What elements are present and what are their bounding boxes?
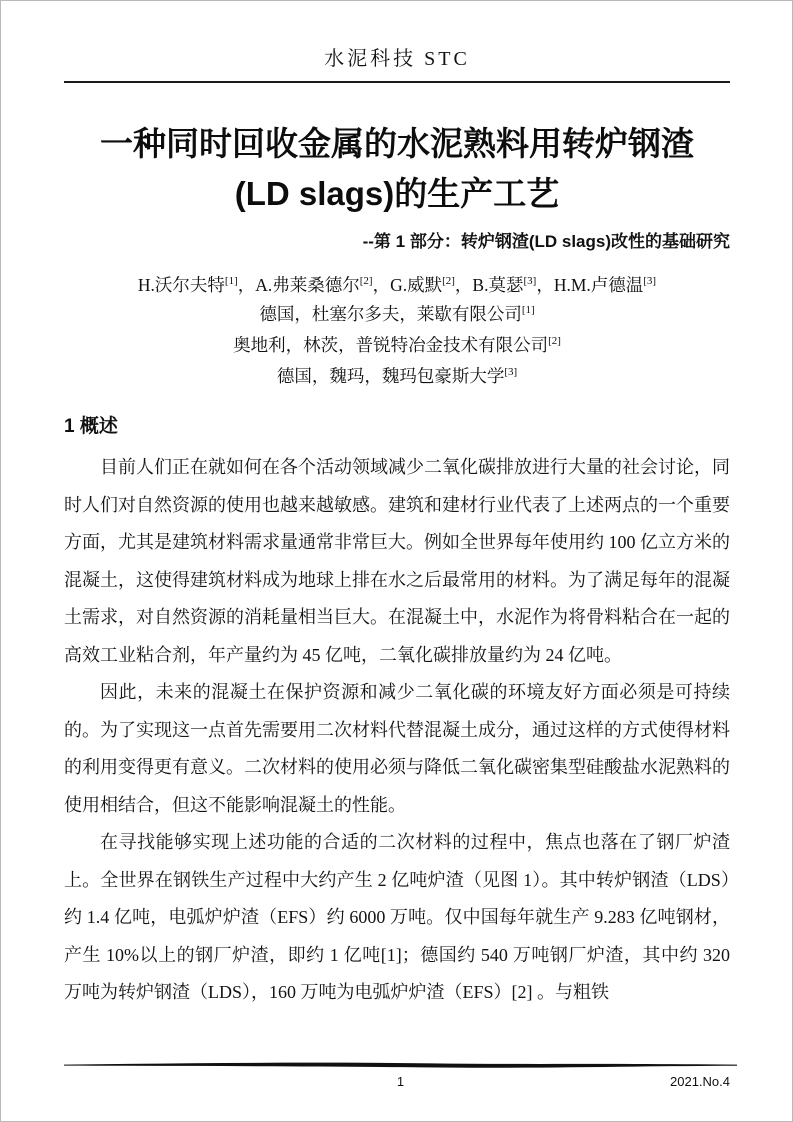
affiliation-list — [64, 299, 730, 392]
author-ref: [2] — [442, 275, 455, 288]
affiliation-text: 奥地利，林茨，普锐特冶金技术有限公司 — [233, 335, 549, 355]
affiliation-ref: [3] — [504, 366, 518, 379]
author-ref: [1] — [224, 275, 238, 288]
author-separator: ， — [372, 275, 391, 295]
author-ref: [3] — [643, 275, 657, 288]
section-heading: 1 概述 — [64, 416, 118, 437]
author-separator: ， — [536, 275, 554, 295]
document-title-line1: 一种同时回收金属的水泥熟料用转炉钢渣 — [100, 125, 694, 162]
author-separator: ， — [237, 275, 256, 295]
body-paragraph: 因此，未来的混凝土在保护资源和减少二氧化碳的环境友好方面必须是可持续的。为了实现这一点首先需要用二次材料代替混凝土成分，通过这样的方式使得材料的利用变得更有意义。二次材料的使用必须与降低二氧化碳密集型硅酸盐水泥熟料的使用相结合，但这不能影响混凝土的性能。 — [64, 682, 730, 815]
body-paragraph: 在寻找能够实现上述功能的合适的二次材料的过程中，焦点也落在了钢厂炉渣上。全世界在钢铁生产过程中大约产生 2 亿吨炉渣（见图 1）。其中转炉钢渣（LDS）约 1.4 亿吨，电弧炉炉渣（EFS）约 6000 万吨。仅中国每年就生产 9.283 亿吨钢材，产生 10%以上的钢厂炉渣，即约 1 亿吨[1]；德国约 540 万吨钢厂炉渣，其中约 320 万吨为转炉钢渣（LDS），160 万吨为电弧炉炉渣（EFS）[2] 。与粗铁 — [64, 832, 730, 1002]
footer-rule — [64, 1061, 737, 1070]
page-content — [1, 1, 792, 1043]
footer-row — [64, 1073, 737, 1091]
page-footer — [64, 1061, 737, 1091]
page-number: 1 — [396, 1074, 405, 1089]
issue-number: 2021.No.4 — [670, 1074, 730, 1089]
author-separator: ， — [454, 275, 473, 295]
affiliation-text: 德国，魏玛，魏玛包豪斯大学 — [276, 366, 505, 386]
affiliation-ref: [1] — [521, 304, 535, 317]
affiliation-line — [64, 330, 730, 361]
affiliation-line — [64, 299, 730, 330]
document-title-line2: (LD slags)的生产工艺 — [234, 175, 560, 212]
author-name: B.莫瑟 — [472, 275, 524, 295]
author-name: G.威默 — [390, 275, 443, 295]
document-subtitle: --第 1 部分：转炉钢渣(LD slags)改性的基础研究 — [362, 232, 730, 251]
journal-header-title: 水泥科技 STC — [324, 48, 470, 70]
body-paragraph: 目前人们正在就如何在各个活动领域减少二氧化碳排放进行大量的社会讨论，同时人们对自然资源的使用也越来越敏感。建筑和建材行业代表了上述两点的一个重要方面，尤其是建筑材料需求量通常非常巨大。例如全世界每年使用约 100 亿立方米的混凝土，这使得建筑材料成为地球上排在水之后最常用的材料。为了满足每年的混凝土需求，对自然资源的消耗量相当巨大。在混凝土中，水泥作为将骨料粘合在一起的高效工业粘合剂，年产量约为 45 亿吨，二氧化碳排放量约为 24 亿吨。 — [64, 457, 730, 665]
author-name: H.M.卢德温 — [553, 275, 644, 295]
author-name: A.弗莱桑德尔 — [255, 275, 360, 295]
author-ref: [2] — [359, 275, 373, 288]
affiliation-ref: [2] — [548, 335, 561, 348]
document-title — [64, 119, 730, 219]
author-ref: [3] — [523, 275, 537, 288]
affiliation-text: 德国，杜塞尔多夫，莱歇有限公司 — [259, 304, 522, 324]
author-name: H.沃尔夫特 — [137, 275, 225, 295]
author-line — [64, 271, 730, 299]
affiliation-line — [64, 361, 730, 392]
header-rule — [64, 81, 730, 83]
body-paragraphs — [64, 449, 730, 1012]
